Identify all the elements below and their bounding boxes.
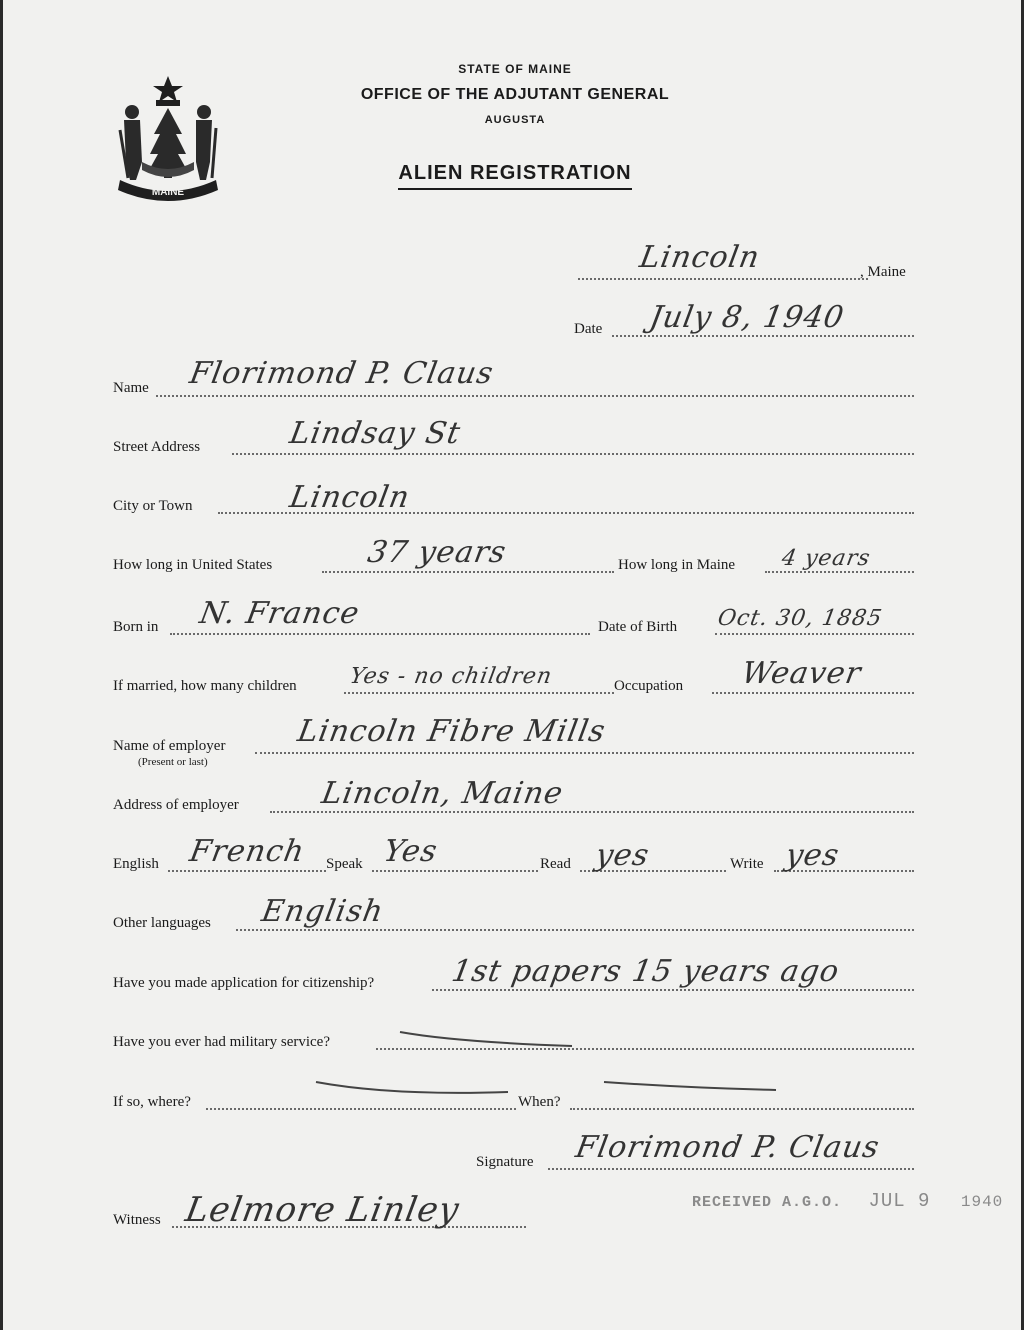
born-in-value: N. France — [196, 596, 363, 631]
employer-name-value: Lincoln Fibre Mills — [294, 714, 609, 749]
state-of-maine-seal-icon — [112, 70, 224, 202]
date-of-birth-line — [715, 633, 914, 635]
employer-address-label: Address of employer — [113, 797, 239, 813]
employer-address-line — [270, 811, 914, 813]
speak-label: Speak — [326, 856, 363, 872]
married-children-label: If married, how many children — [113, 678, 297, 694]
military-dash-mark — [396, 1026, 576, 1050]
military-label: Have you ever had military service? — [113, 1034, 330, 1050]
other-languages-label: Other languages — [113, 915, 211, 931]
street-address-line — [232, 453, 914, 455]
born-in-line — [170, 633, 590, 635]
signature-line — [548, 1168, 914, 1170]
when-line — [570, 1108, 914, 1110]
town-value: Lincoln — [636, 240, 763, 275]
born-in-label: Born in — [113, 619, 159, 635]
occupation-label: Occupation — [614, 678, 684, 694]
how-long-us-line — [322, 571, 614, 573]
city-label: City or Town — [113, 498, 193, 514]
date-line — [612, 335, 914, 337]
signature-value: Florimond P. Claus — [572, 1130, 883, 1165]
received-stamp — [692, 1190, 1003, 1212]
employer-name-label: Name of employer — [113, 738, 226, 754]
when-dash-mark — [600, 1076, 780, 1098]
write-label: Write — [730, 856, 764, 872]
date-of-birth-label: Date of Birth — [598, 619, 678, 635]
where-dash-mark — [312, 1078, 512, 1102]
how-long-us-label: How long in United States — [113, 557, 273, 573]
header-office: OFFICE OF THE ADJUTANT GENERAL — [360, 86, 670, 103]
when-label: When? — [518, 1094, 561, 1110]
header-state: STATE OF MAINE — [458, 62, 572, 76]
how-long-us-value: 37 years — [364, 535, 510, 570]
read-label: Read — [540, 856, 571, 872]
write-value: yes — [782, 838, 843, 873]
svg-text:MAINE: MAINE — [151, 187, 185, 198]
other-languages-line — [236, 929, 914, 931]
english-label: English — [113, 856, 159, 872]
date-label: Date — [574, 321, 603, 337]
date-of-birth-value: Oct. 30, 1885 — [715, 606, 885, 631]
married-children-line — [344, 692, 614, 694]
received-stamp-date: JUL 9 — [868, 1190, 931, 1212]
how-long-maine-line — [765, 571, 914, 573]
how-long-maine-value: 4 years — [779, 546, 873, 571]
name-line — [156, 395, 914, 397]
employer-address-value: Lincoln, Maine — [318, 776, 567, 811]
married-children-value: Yes - no children — [347, 664, 555, 689]
street-address-value: Lindsay St — [286, 416, 464, 451]
employer-name-line — [255, 752, 914, 754]
scan-edge-left — [0, 0, 3, 1330]
how-long-maine-label: How long in Maine — [618, 557, 736, 573]
english-line — [168, 870, 326, 872]
occupation-value: Weaver — [738, 656, 865, 691]
citizenship-value: 1st papers 15 years ago — [448, 954, 843, 989]
city-value: Lincoln — [286, 480, 413, 515]
witness-value: Lelmore Linley — [182, 1190, 463, 1230]
maine-label: , Maine — [860, 264, 906, 280]
received-stamp-year: 1940 — [960, 1193, 1004, 1211]
witness-label: Witness — [113, 1212, 161, 1228]
other-languages-value: English — [258, 894, 387, 929]
occupation-line — [712, 692, 914, 694]
header-city: AUGUSTA — [484, 114, 546, 126]
received-stamp-text: RECEIVED A.G.O. — [692, 1194, 843, 1211]
town-line — [578, 278, 868, 280]
employer-note: (Present or last) — [138, 756, 208, 768]
if-so-where-line — [206, 1108, 516, 1110]
signature-label: Signature — [476, 1154, 534, 1170]
form-title: ALIEN REGISTRATION — [340, 162, 690, 185]
speak-value: Yes — [380, 834, 441, 869]
citizenship-line — [432, 989, 914, 991]
name-value: Florimond P. Claus — [186, 356, 497, 391]
read-value: yes — [592, 838, 653, 873]
street-address-label: Street Address — [113, 439, 201, 455]
if-so-where-label: If so, where? — [113, 1094, 191, 1110]
name-label: Name — [113, 380, 149, 396]
citizenship-label: Have you made application for citizenship? — [113, 975, 375, 991]
date-value: July 8, 1940 — [646, 300, 848, 335]
speak-line — [372, 870, 538, 872]
english-value: French — [186, 834, 308, 869]
